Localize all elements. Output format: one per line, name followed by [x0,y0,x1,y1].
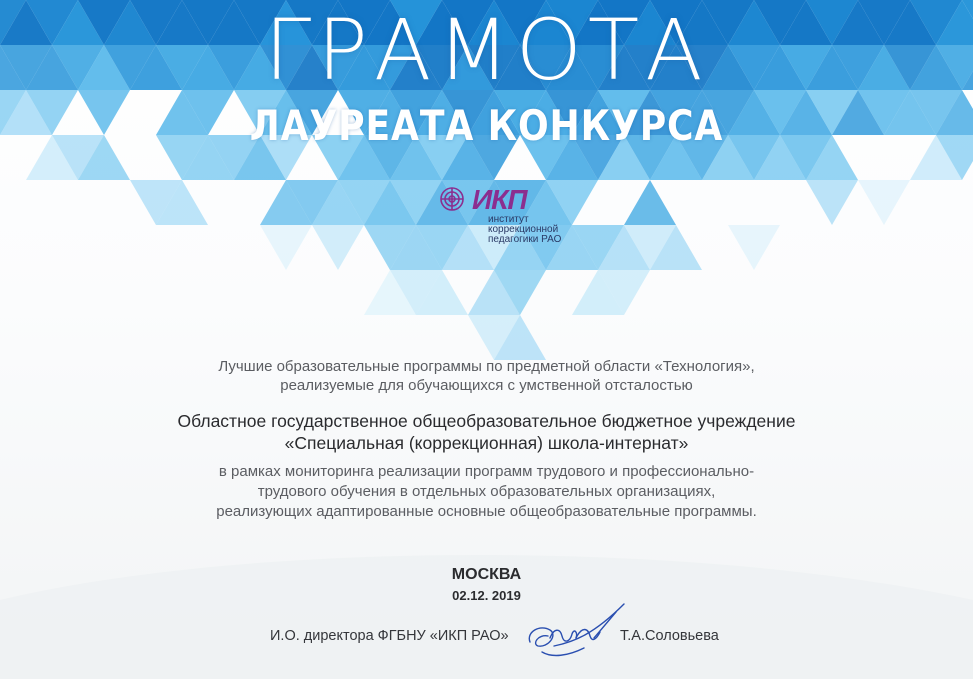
context-line-3: реализующих адаптированные основные общеобразовательные программы. [216,503,757,520]
director-name: Т.А.Соловьева [620,628,719,644]
city: МОСКВА [451,566,522,583]
organization-line-1: Областное государственное общеобразовательное бюджетное учреждение [177,411,796,431]
certificate-title: ГРАМОТА [264,1,709,99]
logo-spiral-icon [436,184,470,214]
nomination-line-2: реализуемые для обучающихся с умственной отсталостью [280,377,693,394]
logo-line-3: педагогики РАО [488,234,562,245]
context-line-2: трудового обучения в отдельных образовательных организациях, [257,483,716,500]
logo-wordmark: ИКП [472,184,527,215]
date: 02.12. 2019 [452,588,521,603]
context-line-1: в рамках мониторинга реализации программ трудового и профессионально- [218,463,755,480]
background-triangle [312,225,364,270]
organization-line-2: «Специальная (коррекционная) школа-интернат» [284,433,689,453]
background-triangle [858,180,910,225]
logo-line-1: институт [488,214,529,225]
background-triangle [728,225,780,270]
background-triangle [260,225,312,270]
handwritten-signature [524,598,634,668]
background-triangle [806,180,858,225]
director-title: И.О. директора ФГБНУ «ИКП РАО» [270,628,509,644]
certificate-subtitle: ЛАУРЕАТА КОНКУРСА [249,101,724,150]
ikp-logo [436,184,576,244]
background-triangle [624,180,676,225]
logo-line-2: коррекционной [488,224,559,235]
nomination-line-1: Лучшие образовательные программы по предметной области «Технология», [218,358,755,375]
